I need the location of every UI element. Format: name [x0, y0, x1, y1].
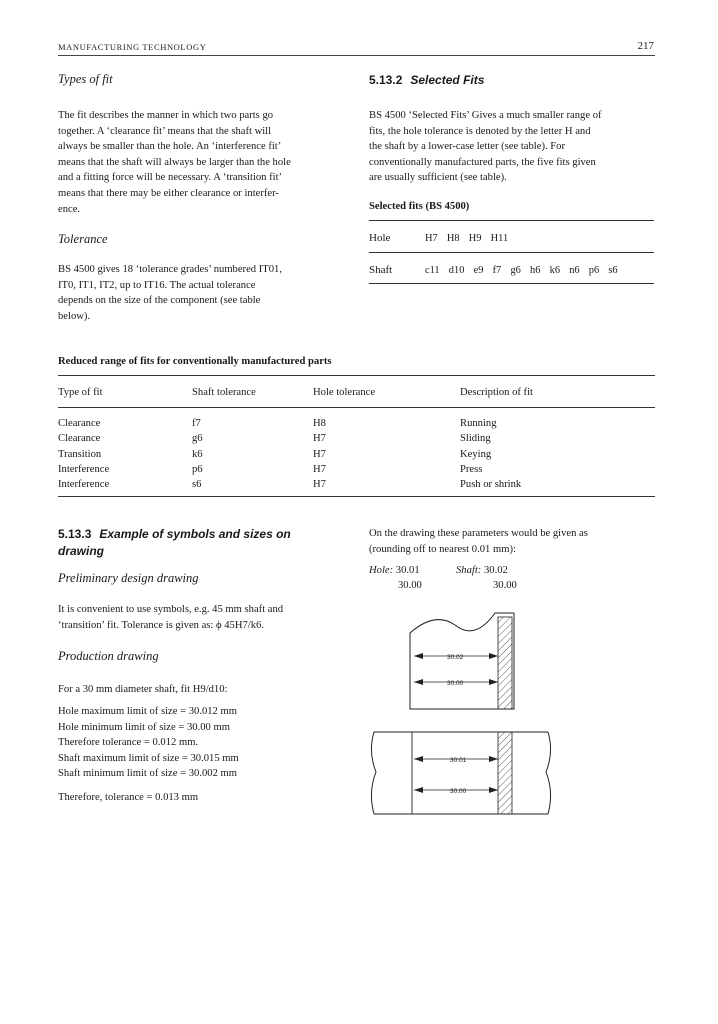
- selected-fits-caption: Selected fits (BS 4500): [369, 201, 470, 212]
- calculation-lines: [58, 704, 348, 782]
- drawing-intro: [369, 526, 655, 557]
- page-number: 217: [637, 40, 654, 52]
- table-cell: Clearance: [58, 433, 101, 445]
- table-cell: Running: [460, 418, 497, 429]
- table-rule: [58, 375, 655, 376]
- tolerance-paragraph: [58, 262, 344, 324]
- column-header: Type of fit: [58, 387, 103, 398]
- table-cell: p6: [192, 463, 203, 475]
- column-description: [460, 416, 521, 492]
- table-rule: [369, 283, 654, 284]
- dimension-label: 30.02: [447, 654, 464, 661]
- types-of-fit-paragraph: [58, 108, 344, 217]
- hole-size-label: Hole:: [369, 565, 394, 576]
- table-rule: [58, 407, 655, 408]
- text-line: Shaft minimum limit of size = 30.002 mm: [58, 768, 237, 780]
- header-rule: [58, 55, 655, 56]
- text-line: Hole minimum limit of size = 30.00 mm: [58, 721, 230, 733]
- reduced-table-caption: Reduced range of fits for conventionally manufactured parts: [58, 356, 332, 367]
- table-cell: f7: [192, 418, 201, 429]
- text-line: means that there may be either clearance or interfer-: [58, 187, 279, 199]
- text-line: The fit describes the manner in which two parts go: [58, 110, 274, 121]
- table-cell: Keying: [460, 448, 492, 460]
- table-cell: Interference: [58, 479, 110, 491]
- text-line: fits, the hole tolerance is denoted by the letter H and: [369, 125, 591, 137]
- table-cell: Press: [460, 463, 483, 475]
- column-header: Description of fit: [460, 387, 533, 398]
- table-cell: Sliding: [460, 433, 491, 445]
- shaft-max-value: 30.02: [483, 565, 508, 576]
- table-cell: H8: [313, 418, 326, 429]
- hole-sizes: [369, 565, 420, 576]
- hole-outline: [371, 732, 550, 814]
- hole-values: H7 H8 H9 H11: [425, 233, 509, 244]
- column-type-of-fit: [58, 416, 109, 492]
- text-line: always be smaller than the hole. An ‘interference fit’: [58, 141, 282, 153]
- text-line: ‘transition’ fit. Tolerance is given as: ϕ 45H7/k6.: [58, 619, 264, 631]
- production-intro: For a 30 mm diameter shaft, fit H9/d10:: [58, 684, 228, 695]
- hole-max-value: 30.01: [395, 565, 420, 576]
- hole-min-value: 30.00: [398, 580, 422, 591]
- column-shaft-tolerance: [192, 416, 203, 492]
- text-line: On the drawing these parameters would be given as: [369, 528, 588, 539]
- dimension-label: 30.00: [447, 680, 464, 687]
- table-rule: [369, 252, 654, 253]
- text-line: Therefore tolerance = 0.012 mm.: [58, 737, 199, 749]
- preliminary-heading: Preliminary design drawing: [58, 571, 199, 585]
- table-cell: Transition: [58, 448, 102, 460]
- shaft-values: c11 d10 e9 f7 g6 h6 k6 n6 p6 s6: [425, 265, 618, 276]
- section-title-cont: drawing: [58, 544, 105, 558]
- text-line: the shaft by a lower-case letter (see table). For: [369, 141, 565, 153]
- table-rule: [369, 220, 654, 221]
- text-line: together. A ‘clearance fit’ means that the shaft will: [58, 125, 272, 137]
- text-line: It is convenient to use symbols, e.g. 45 mm shaft and: [58, 604, 284, 615]
- table-cell: Clearance: [58, 418, 101, 429]
- running-head: MANUFACTURING TECHNOLOGY: [58, 42, 207, 52]
- shaft-min-value: 30.00: [493, 580, 517, 591]
- selected-fits-paragraph: [369, 108, 654, 186]
- hole-label: Hole: [369, 232, 391, 244]
- tolerance-heading: Tolerance: [58, 232, 108, 246]
- text-line: BS 4500 gives 18 ‘tolerance grades’ numbered IT01,: [58, 264, 282, 275]
- selected-fits-heading: [369, 73, 484, 87]
- section-title: Selected Fits: [410, 73, 485, 87]
- table-cell: Push or shrink: [460, 479, 522, 491]
- text-line: conventionally manufactured parts, the five fits given: [369, 156, 596, 168]
- table-cell: H7: [313, 463, 326, 475]
- dimension-label: 30.01: [450, 757, 467, 764]
- table-cell: H7: [313, 479, 326, 491]
- text-line: depends on the size of the component (see table: [58, 295, 261, 307]
- text-line: Shaft maximum limit of size = 30.015 mm: [58, 752, 239, 764]
- text-line: IT0, IT1, IT2, up to IT16. The actual tolerance: [58, 279, 256, 291]
- shaft-outline: [410, 613, 514, 709]
- types-of-fit-heading: Types of fit: [58, 72, 113, 86]
- table-rule: [58, 496, 655, 497]
- conclusion: Therefore, tolerance = 0.013 mm: [58, 792, 199, 803]
- text-line: means that the shaft will always be larger than the hole: [58, 156, 291, 168]
- shaft-size-label: Shaft:: [456, 565, 482, 576]
- section-title: Example of symbols and sizes on: [99, 527, 291, 541]
- table-cell: k6: [192, 448, 203, 460]
- text-line: and a fitting force will be necessary. A ‘transition fit’: [58, 172, 283, 184]
- text-line: are usually sufficient (see table).: [369, 172, 507, 184]
- shaft-label: Shaft: [369, 264, 393, 276]
- table-cell: Interference: [58, 463, 110, 475]
- table-cell: H7: [313, 448, 326, 460]
- hole-drawing: [366, 722, 556, 822]
- section-number: 5.13.2: [369, 73, 403, 87]
- text-line: BS 4500 ‘Selected Fits’ Gives a much smaller range of: [369, 110, 602, 121]
- column-hole-tolerance: [313, 416, 326, 492]
- column-header: Shaft tolerance: [192, 387, 256, 398]
- text-line: ence.: [58, 203, 81, 215]
- text-line: Hole maximum limit of size = 30.012 mm: [58, 706, 237, 717]
- dimension-label: 30.00: [450, 788, 467, 795]
- example-heading: [58, 526, 348, 560]
- shaft-drawing: [390, 603, 530, 718]
- table-cell: g6: [192, 433, 203, 445]
- shaft-sizes: [456, 565, 508, 576]
- column-header: Hole tolerance: [313, 387, 376, 398]
- preliminary-paragraph: [58, 602, 348, 633]
- production-heading: Production drawing: [58, 649, 159, 663]
- table-cell: s6: [192, 479, 202, 491]
- text-line: (rounding off to nearest 0.01 mm):: [369, 543, 516, 555]
- text-line: below).: [58, 310, 91, 322]
- section-number: 5.13.3: [58, 527, 92, 541]
- table-cell: H7: [313, 433, 326, 445]
